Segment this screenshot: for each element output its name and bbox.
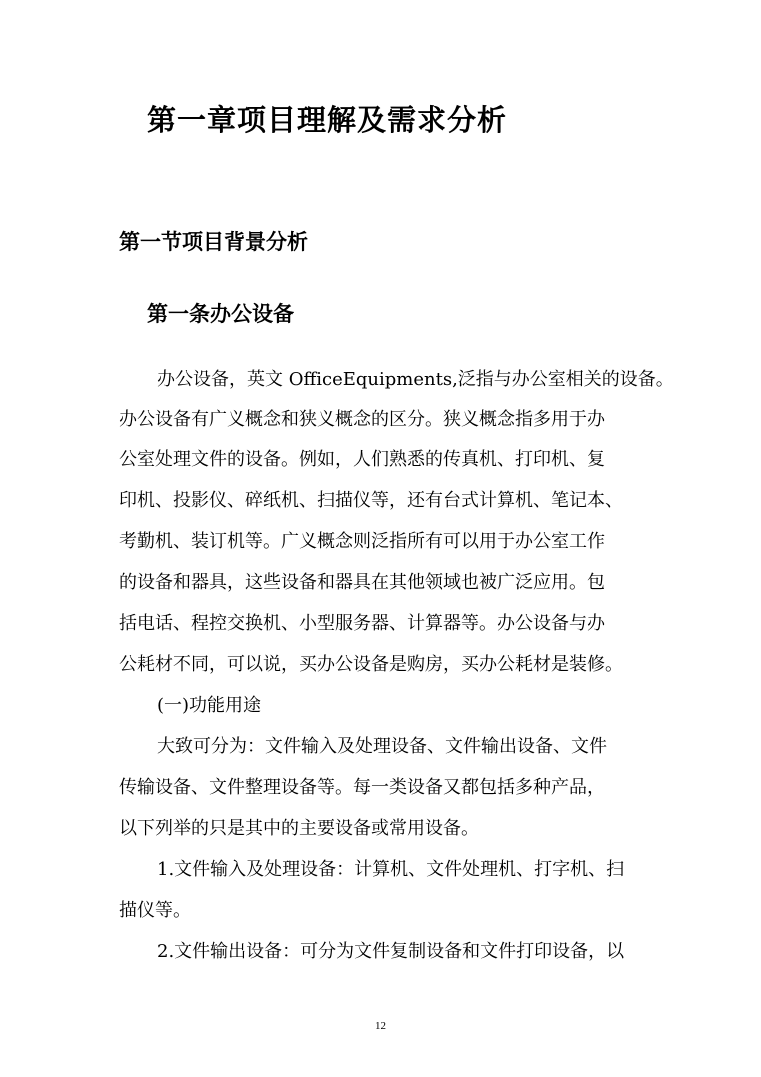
list-item-1: 1.文件输入及处理设备：计算机、文件处理机、打字机、扫 [157,859,625,880]
body-line: 公耗材不同，可以说，买办公设备是购房，买办公耗材是装修。 [119,654,623,675]
body-line: 描仪等。 [119,900,191,921]
body-line: 公室处理文件的设备。例如，人们熟悉的传真机、打印机、复 [119,449,605,470]
body-line: 括电话、程控交换机、小型服务器、计算器等。办公设备与办 [119,613,605,634]
article-title: 第一条办公设备 [147,301,294,326]
body-line: 印机、投影仪、碎纸机、扫描仪等，还有台式计算机、笔记本、 [119,490,623,511]
body-line: 传输设备、文件整理设备等。每一类设备又都包括多种产品， [119,777,605,798]
body-line: 大致可分为：文件输入及处理设备、文件输出设备、文件 [157,736,607,757]
body-line: 办公设备，英文 OfficeEquipments,泛指与办公室相关的设备。 [157,369,674,390]
list-item-2: 2.文件输出设备：可分为文件复制设备和文件打印设备，以 [157,941,625,962]
body-line: 的设备和器具，这些设备和器具在其他领域也被广泛应用。包 [119,572,605,593]
chapter-title: 第一章项目理解及需求分析 [147,103,508,137]
subheading-function-use: (一)功能用途 [157,695,262,716]
page-number: 12 [375,1020,386,1032]
body-line: 以下列举的只是其中的主要设备或常用设备。 [119,818,479,839]
section-title: 第一节项目背景分析 [119,229,308,254]
body-line: 办公设备有广义概念和狭义概念的区分。狭义概念指多用于办 [119,409,605,430]
body-line: 考勤机、装订机等。广义概念则泛指所有可以用于办公室工作 [119,531,605,552]
